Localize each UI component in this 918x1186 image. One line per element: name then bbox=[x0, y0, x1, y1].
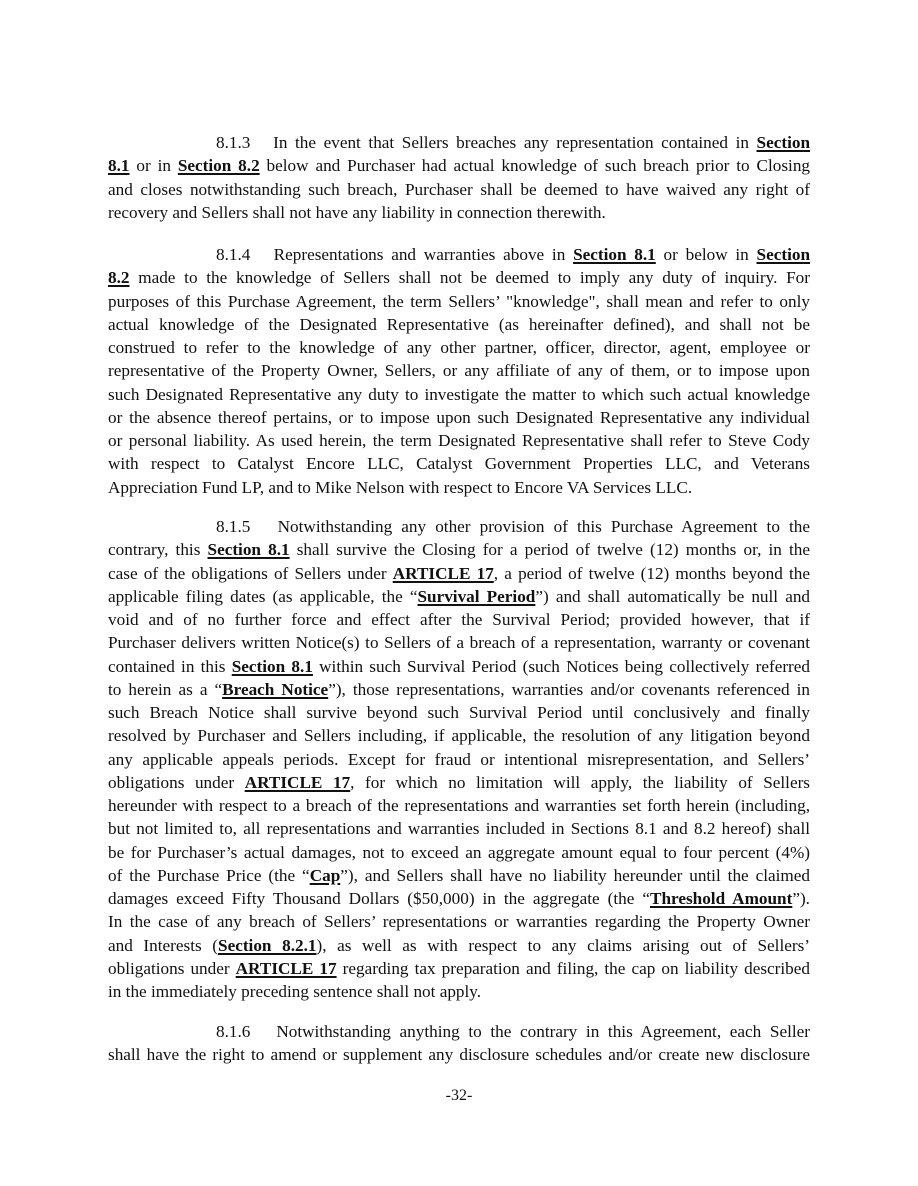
text-run: shall survive the Closing for a period of twelve (12) months or, in the bbox=[289, 540, 811, 560]
text-run: and Interests ( bbox=[108, 935, 219, 955]
text-line bbox=[108, 1043, 810, 1066]
text-run: damages exceed Fifty Thousand Dollars ($50,000) in the aggregate (the “ bbox=[108, 889, 650, 908]
section-reference: Section 8.2.1 bbox=[218, 935, 317, 955]
text-line bbox=[108, 980, 810, 1003]
text-run: of the Purchase Price (the “ bbox=[108, 865, 310, 885]
text-line bbox=[108, 452, 810, 475]
section-reference: ARTICLE 17 bbox=[244, 772, 351, 792]
text-line bbox=[108, 178, 810, 201]
text-line bbox=[108, 336, 810, 359]
text-run: shall have the right to amend or supplement any disclosure schedules and/or create new disclosure bbox=[108, 1045, 810, 1065]
text-run: ”), and Sellers shall have no liability hereunder until the claimed bbox=[340, 865, 810, 885]
text-run: ”), those representations, warranties and/or covenants referenced in bbox=[328, 679, 810, 699]
paragraph-8-1-6 bbox=[108, 1020, 810, 1067]
text-run: any applicable appeals periods. Except for fraud or intentional misrepresentation, and Sellers’ bbox=[108, 749, 810, 769]
page-number: -32- bbox=[445, 1087, 473, 1104]
text-line bbox=[108, 406, 810, 429]
text-run: such Designated Representative any duty to investigate the matter to which such actual knowledge bbox=[108, 384, 810, 404]
text-line bbox=[108, 476, 810, 499]
text-line bbox=[108, 794, 810, 817]
text-line bbox=[108, 771, 810, 794]
text-line bbox=[108, 724, 810, 747]
text-line bbox=[108, 383, 810, 406]
text-line bbox=[108, 864, 810, 887]
text-run: to herein as a “ bbox=[108, 679, 223, 699]
text-run: or personal liability. As used herein, the term Designated Representative shall refer to Steve Cody bbox=[108, 431, 810, 450]
text-run: contained in this bbox=[108, 656, 232, 676]
text-run: 8.1.4 Representations and warranties above in bbox=[216, 245, 574, 264]
section-reference: ARTICLE 17 bbox=[235, 958, 337, 978]
text-line bbox=[108, 131, 810, 154]
text-run: applicable filing dates (as applicable, the “ bbox=[108, 586, 418, 606]
section-reference: Section bbox=[756, 133, 810, 152]
text-line bbox=[108, 154, 810, 177]
text-run: recovery and Sellers shall not have any liability in connection therewith. bbox=[108, 202, 606, 222]
section-reference: Section 8.2 bbox=[177, 156, 260, 176]
text-line bbox=[108, 910, 810, 933]
text-run: 8.1.3 In the event that Sellers breaches any representation contained in bbox=[216, 133, 757, 152]
text-line bbox=[108, 1020, 810, 1043]
text-line bbox=[108, 655, 810, 678]
section-reference: 8.1 bbox=[108, 156, 130, 176]
section-reference: Survival Period bbox=[417, 586, 536, 606]
text-run: obligations under bbox=[108, 958, 236, 978]
text-run: obligations under bbox=[108, 772, 245, 792]
text-line bbox=[108, 631, 810, 654]
section-reference: Breach Notice bbox=[222, 679, 329, 699]
text-run: with respect to Catalyst Encore LLC, Catalyst Government Properties LLC, and Veterans bbox=[108, 454, 810, 474]
paragraph-8-1-4 bbox=[108, 243, 810, 499]
text-run: in the immediately preceding sentence shall not apply. bbox=[108, 982, 482, 1001]
text-run: representative of the Property Owner, Sellers, or any affiliate of any of them, or to impose upon bbox=[108, 361, 810, 381]
text-run: be for Purchaser’s actual damages, not to exceed an aggregate amount equal to four percent (4%) bbox=[108, 842, 810, 862]
text-run: hereunder with respect to a breach of the representations and warranties set forth herein (including, bbox=[108, 796, 810, 815]
text-run: Appreciation Fund LP, and to Mike Nelson with respect to Encore VA Services LLC. bbox=[108, 477, 693, 497]
text-line bbox=[108, 243, 810, 266]
section-reference: 8.2 bbox=[108, 268, 130, 288]
text-line bbox=[108, 201, 810, 224]
text-line bbox=[108, 934, 810, 957]
text-run: such Breach Notice shall survive beyond such Survival Period until conclusively and finally bbox=[108, 703, 810, 722]
text-run: actual knowledge of the Designated Representative (as hereinafter defined), and shall not be bbox=[108, 314, 810, 334]
text-line bbox=[108, 678, 810, 701]
text-line bbox=[108, 515, 810, 538]
paragraph-8-1-3 bbox=[108, 131, 810, 224]
text-line bbox=[108, 748, 810, 771]
text-run: ”). bbox=[792, 889, 810, 908]
text-line bbox=[108, 313, 810, 336]
text-run: void and of no further force and effect after the Survival Period; provided however, that if bbox=[108, 610, 810, 629]
text-run: below and Purchaser had actual knowledge of such breach prior to Closing bbox=[259, 156, 811, 176]
text-line bbox=[108, 841, 810, 864]
text-run: regarding tax preparation and filing, the cap on liability described bbox=[336, 958, 810, 978]
text-run: Purchaser delivers written Notice(s) to Sellers of a breach of a representation, warranty or covenant bbox=[108, 633, 810, 653]
text-line bbox=[108, 290, 810, 313]
text-run: within such Survival Period (such Notices being collectively referred bbox=[312, 656, 811, 676]
section-reference: Section 8.1 bbox=[231, 656, 313, 676]
section-reference: ARTICLE 17 bbox=[392, 563, 494, 583]
text-line bbox=[108, 585, 810, 608]
paragraph-8-1-5 bbox=[108, 515, 810, 1003]
text-run: , a period of twelve (12) months beyond the bbox=[493, 563, 810, 583]
text-run: or the absence thereof pertains, or to impose upon such Designated Representative any individual bbox=[108, 407, 810, 427]
section-reference: Section 8.1 bbox=[207, 540, 290, 560]
text-run: 8.1.5 Notwithstanding any other provision of this Purchase Agreement to the bbox=[216, 517, 810, 536]
text-line bbox=[108, 538, 810, 561]
section-reference: Section bbox=[756, 245, 810, 264]
text-line bbox=[108, 562, 810, 585]
text-run: , for which no limitation will apply, the liability of Sellers bbox=[350, 772, 810, 792]
section-reference: Section 8.1 bbox=[573, 245, 656, 264]
text-run: but not limited to, all representations and warranties included in Sections 8.1 and 8.2 hereof) shall bbox=[108, 819, 810, 839]
text-run: case of the obligations of Sellers under bbox=[108, 563, 393, 583]
text-run: ), as well as with respect to any claims arising out of Sellers’ bbox=[316, 935, 810, 955]
section-reference: Threshold Amount bbox=[649, 889, 793, 908]
text-run: made to the knowledge of Sellers shall not be deemed to imply any duty of inquiry. For bbox=[129, 268, 810, 288]
text-line bbox=[108, 266, 810, 289]
text-run: resolved by Purchaser and Sellers including, if applicable, the resolution of any litigation beyond bbox=[108, 726, 810, 746]
text-line bbox=[108, 817, 810, 840]
text-run: purposes of this Purchase Agreement, the term Sellers’ "knowledge", shall mean and refer to only bbox=[108, 291, 810, 311]
text-run: ”) and shall automatically be null and bbox=[535, 586, 811, 606]
text-run: In the case of any breach of Sellers’ representations or warranties regarding the Property Owner bbox=[108, 912, 810, 932]
text-line bbox=[108, 359, 810, 382]
text-line bbox=[108, 957, 810, 980]
text-line bbox=[108, 608, 810, 631]
text-run: 8.1.6 Notwithstanding anything to the contrary in this Agreement, each Seller bbox=[216, 1022, 810, 1041]
text-run: construed to refer to the knowledge of any other partner, officer, director, agent, employee or bbox=[108, 338, 810, 357]
text-run: contrary, this bbox=[108, 540, 208, 560]
section-reference: Cap bbox=[309, 865, 341, 885]
text-run: and closes notwithstanding such breach, Purchaser shall be deemed to have waived any right of bbox=[108, 179, 810, 199]
text-line bbox=[108, 429, 810, 452]
text-line bbox=[108, 887, 810, 910]
text-run: or below in bbox=[655, 245, 757, 264]
text-run: or in bbox=[129, 156, 178, 176]
text-line bbox=[108, 701, 810, 724]
